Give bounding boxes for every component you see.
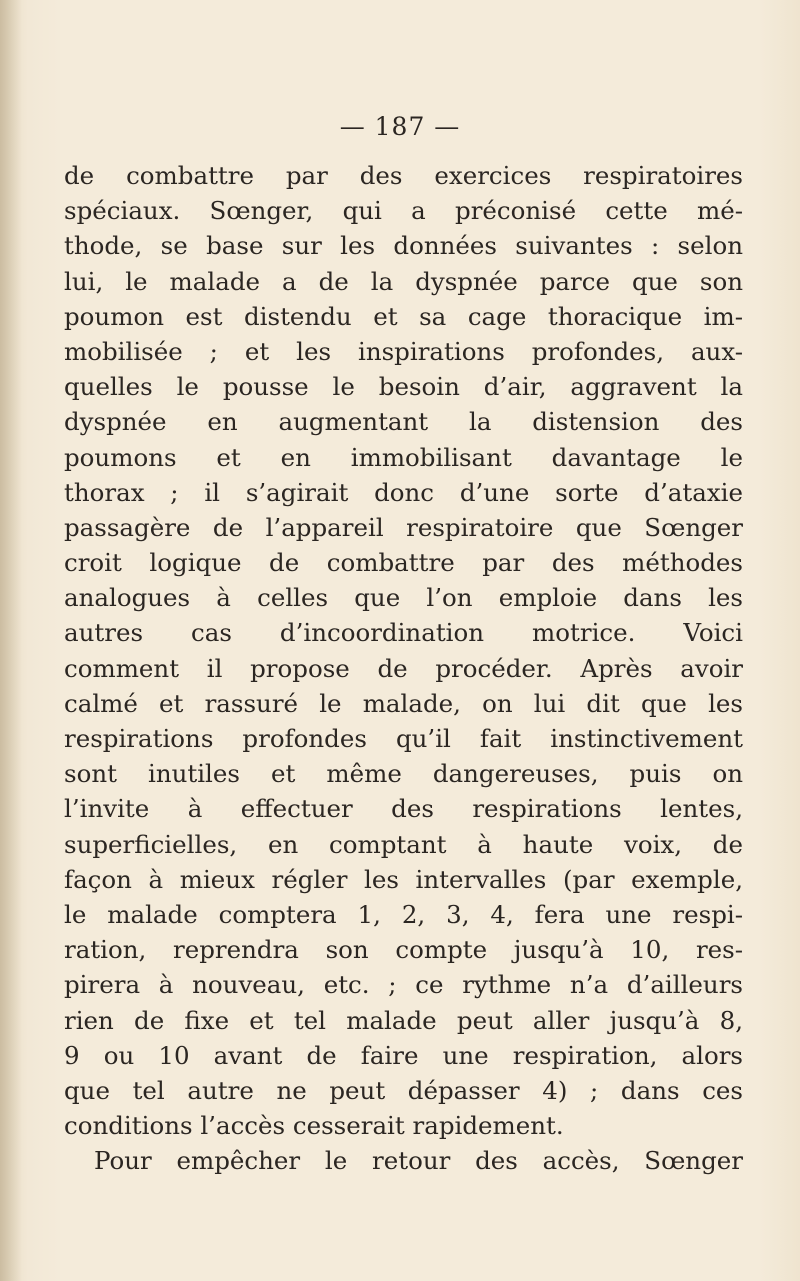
text-line: comment il propose de procéder. Après avoir <box>64 653 743 683</box>
text-line: façon à mieux régler les intervalles (par exemple, <box>64 864 743 894</box>
text-line: autres cas d’incoordination motrice. Voici <box>64 618 743 648</box>
text-line: spéciaux. Sœnger, qui a préconisé cette mé- <box>64 196 743 226</box>
text-line: respirations profondes qu’il fait instinctivement <box>64 724 743 753</box>
text-line: le malade comptera 1, 2, 3, 4, fera une respi- <box>64 899 743 929</box>
text-line: sont inutiles et même dangereuses, puis on <box>64 759 743 789</box>
text-line: 9 ou 10 avant de faire une respiration, alors <box>64 1040 743 1070</box>
text-line: l’invite à effectuer des respirations lentes, <box>64 794 743 824</box>
text-line: conditions l’accès cesserait rapidement. <box>64 1111 564 1141</box>
text-line: Pour empêcher le retour des accès, Sœnger <box>94 1146 743 1176</box>
text-line: passagère de l’appareil respiratoire que Sœnger <box>64 512 743 542</box>
text-line: thorax ; il s’agirait donc d’une sorte d’ataxie <box>64 477 743 507</box>
binding-shadow <box>0 0 22 1281</box>
text-line: ration, reprendra son compte jusqu’à 10, res- <box>64 935 743 965</box>
text-line: quelles le pousse le besoin d’air, aggravent la <box>64 372 743 402</box>
text-line: poumon est distendu et sa cage thoracique im- <box>64 301 743 331</box>
page-number: — 187 — <box>339 112 461 141</box>
text-line: analogues à celles que l’on emploie dans les <box>64 583 743 613</box>
text-line: mobilisée ; et les inspirations profondes, aux- <box>64 336 743 366</box>
text-line: calmé et rassuré le malade, on lui dit que les <box>64 688 743 718</box>
text-line: thode, se base sur les données suivantes : selon <box>64 231 743 261</box>
text-line: croit logique de combattre par des méthodes <box>64 548 743 578</box>
text-line: que tel autre ne peut dépasser 4) ; dans ces <box>64 1075 743 1105</box>
body-text <box>64 158 743 1178</box>
text-line: superficielles, en comptant à haute voix, de <box>64 829 743 859</box>
text-line: pirera à nouveau, etc. ; ce rythme n’a d’ailleurs <box>64 970 743 1000</box>
text-line: lui, le malade a de la dyspnée parce que son <box>64 266 743 296</box>
text-line: poumons et en immobilisant davantage le <box>64 442 743 472</box>
text-line: de combattre par des exercices respiratoires <box>64 161 743 190</box>
text-line: dyspnée en augmentant la distension des <box>64 407 743 437</box>
text-line: rien de fixe et tel malade peut aller jusqu’à 8, <box>64 1005 743 1035</box>
